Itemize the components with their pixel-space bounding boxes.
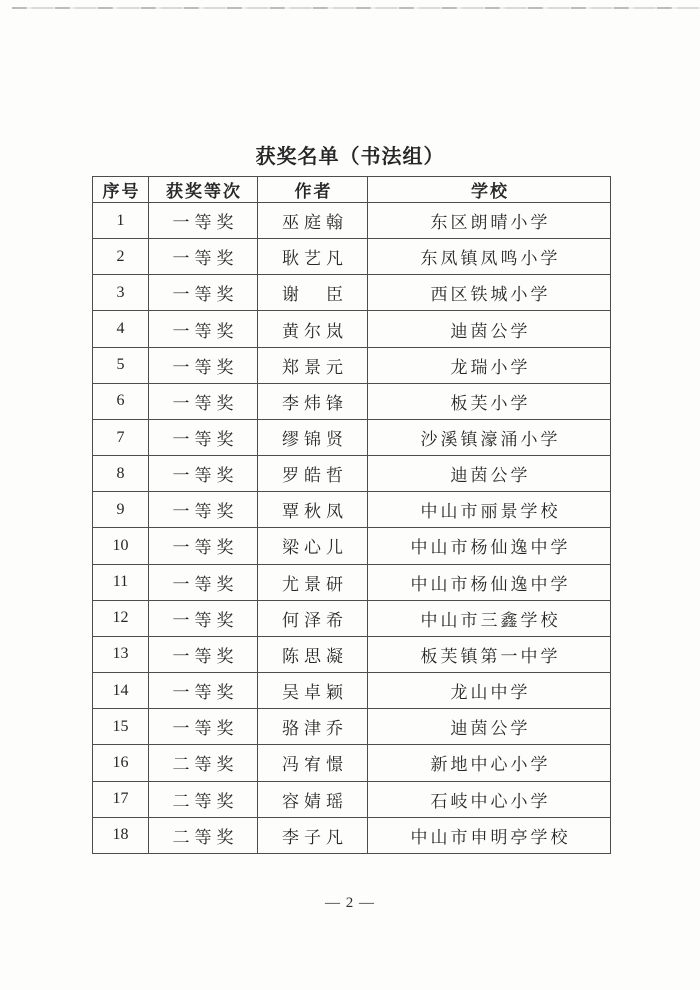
- cell-award: 一等奖: [149, 347, 258, 383]
- cell-school: 板芙镇第一中学: [368, 636, 611, 672]
- cell-no: 5: [93, 347, 149, 383]
- cell-author: 尤景研: [258, 564, 368, 600]
- table-row: [93, 709, 611, 745]
- cell-author: 覃秋凤: [258, 492, 368, 528]
- cell-author: 缪锦贤: [258, 419, 368, 455]
- cell-author: 耿艺凡: [258, 239, 368, 275]
- cell-author: 梁心儿: [258, 528, 368, 564]
- cell-school: 西区铁城小学: [368, 275, 611, 311]
- cell-school: 迪茵公学: [368, 311, 611, 347]
- cell-award: 一等奖: [149, 492, 258, 528]
- cell-author: 巫庭翰: [258, 203, 368, 239]
- table-row: [93, 673, 611, 709]
- table-row: [93, 636, 611, 672]
- table-row: [93, 564, 611, 600]
- cell-no: 12: [93, 600, 149, 636]
- cell-award: 一等奖: [149, 673, 258, 709]
- cell-no: 6: [93, 383, 149, 419]
- cell-award: 一等奖: [149, 528, 258, 564]
- cell-school: 迪茵公学: [368, 456, 611, 492]
- cell-award: 一等奖: [149, 709, 258, 745]
- cell-no: 9: [93, 492, 149, 528]
- cell-school: 中山市杨仙逸中学: [368, 528, 611, 564]
- cell-no: 8: [93, 456, 149, 492]
- cell-no: 1: [93, 203, 149, 239]
- cell-no: 13: [93, 636, 149, 672]
- cell-author: 李炜锋: [258, 383, 368, 419]
- cell-school: 龙瑞小学: [368, 347, 611, 383]
- cell-school: 中山市丽景学校: [368, 492, 611, 528]
- cell-school: 沙溪镇濠涌小学: [368, 419, 611, 455]
- cell-no: 15: [93, 709, 149, 745]
- cell-author: 黄尔岚: [258, 311, 368, 347]
- cell-author: 谢 臣: [258, 275, 368, 311]
- table-row: [93, 347, 611, 383]
- cell-author: 容婧瑶: [258, 781, 368, 817]
- cell-award: 一等奖: [149, 239, 258, 275]
- cell-school: 新地中心小学: [368, 745, 611, 781]
- header-school: 学校: [368, 177, 611, 203]
- table-row: [93, 311, 611, 347]
- scan-artifact-line: [12, 7, 700, 9]
- award-table: [92, 176, 611, 854]
- cell-award: 二等奖: [149, 817, 258, 853]
- cell-no: 17: [93, 781, 149, 817]
- cell-author: 骆津乔: [258, 709, 368, 745]
- header-award: 获奖等次: [149, 177, 258, 203]
- cell-no: 2: [93, 239, 149, 275]
- table-row: [93, 492, 611, 528]
- cell-no: 10: [93, 528, 149, 564]
- cell-school: 东凤镇凤鸣小学: [368, 239, 611, 275]
- cell-school: 中山市杨仙逸中学: [368, 564, 611, 600]
- table-row: [93, 275, 611, 311]
- cell-award: 一等奖: [149, 600, 258, 636]
- cell-school: 石岐中心小学: [368, 781, 611, 817]
- header-no: 序号: [93, 177, 149, 203]
- cell-no: 7: [93, 419, 149, 455]
- table-row: [93, 745, 611, 781]
- cell-award: 一等奖: [149, 311, 258, 347]
- table-row: [93, 456, 611, 492]
- cell-award: 一等奖: [149, 564, 258, 600]
- cell-award: 一等奖: [149, 636, 258, 672]
- table-row: [93, 781, 611, 817]
- cell-award: 一等奖: [149, 456, 258, 492]
- header-author: 作者: [258, 177, 368, 203]
- cell-no: 3: [93, 275, 149, 311]
- cell-author: 何泽希: [258, 600, 368, 636]
- cell-school: 龙山中学: [368, 673, 611, 709]
- table-row: [93, 528, 611, 564]
- table-row: [93, 383, 611, 419]
- table-row: [93, 203, 611, 239]
- cell-no: 14: [93, 673, 149, 709]
- table-row: [93, 600, 611, 636]
- cell-author: 吴卓颖: [258, 673, 368, 709]
- cell-school: 中山市申明亭学校: [368, 817, 611, 853]
- page-title: 获奖名单（书法组）: [255, 146, 445, 168]
- cell-award: 一等奖: [149, 383, 258, 419]
- cell-author: 罗皓哲: [258, 456, 368, 492]
- cell-award: 一等奖: [149, 203, 258, 239]
- cell-no: 16: [93, 745, 149, 781]
- cell-award: 二等奖: [149, 781, 258, 817]
- table-row: [93, 239, 611, 275]
- cell-award: 一等奖: [149, 419, 258, 455]
- table-row: [93, 419, 611, 455]
- table-row: [93, 817, 611, 853]
- cell-author: 郑景元: [258, 347, 368, 383]
- cell-author: 李子凡: [258, 817, 368, 853]
- cell-author: 陈思凝: [258, 636, 368, 672]
- cell-award: 二等奖: [149, 745, 258, 781]
- cell-school: 中山市三鑫学校: [368, 600, 611, 636]
- cell-award: 一等奖: [149, 275, 258, 311]
- cell-school: 板芙小学: [368, 383, 611, 419]
- cell-school: 东区朗晴小学: [368, 203, 611, 239]
- cell-no: 11: [93, 564, 149, 600]
- cell-no: 18: [93, 817, 149, 853]
- cell-school: 迪茵公学: [368, 709, 611, 745]
- cell-author: 冯宥憬: [258, 745, 368, 781]
- table-header-row: [93, 177, 611, 203]
- page-number: — 2 —: [325, 895, 375, 911]
- cell-no: 4: [93, 311, 149, 347]
